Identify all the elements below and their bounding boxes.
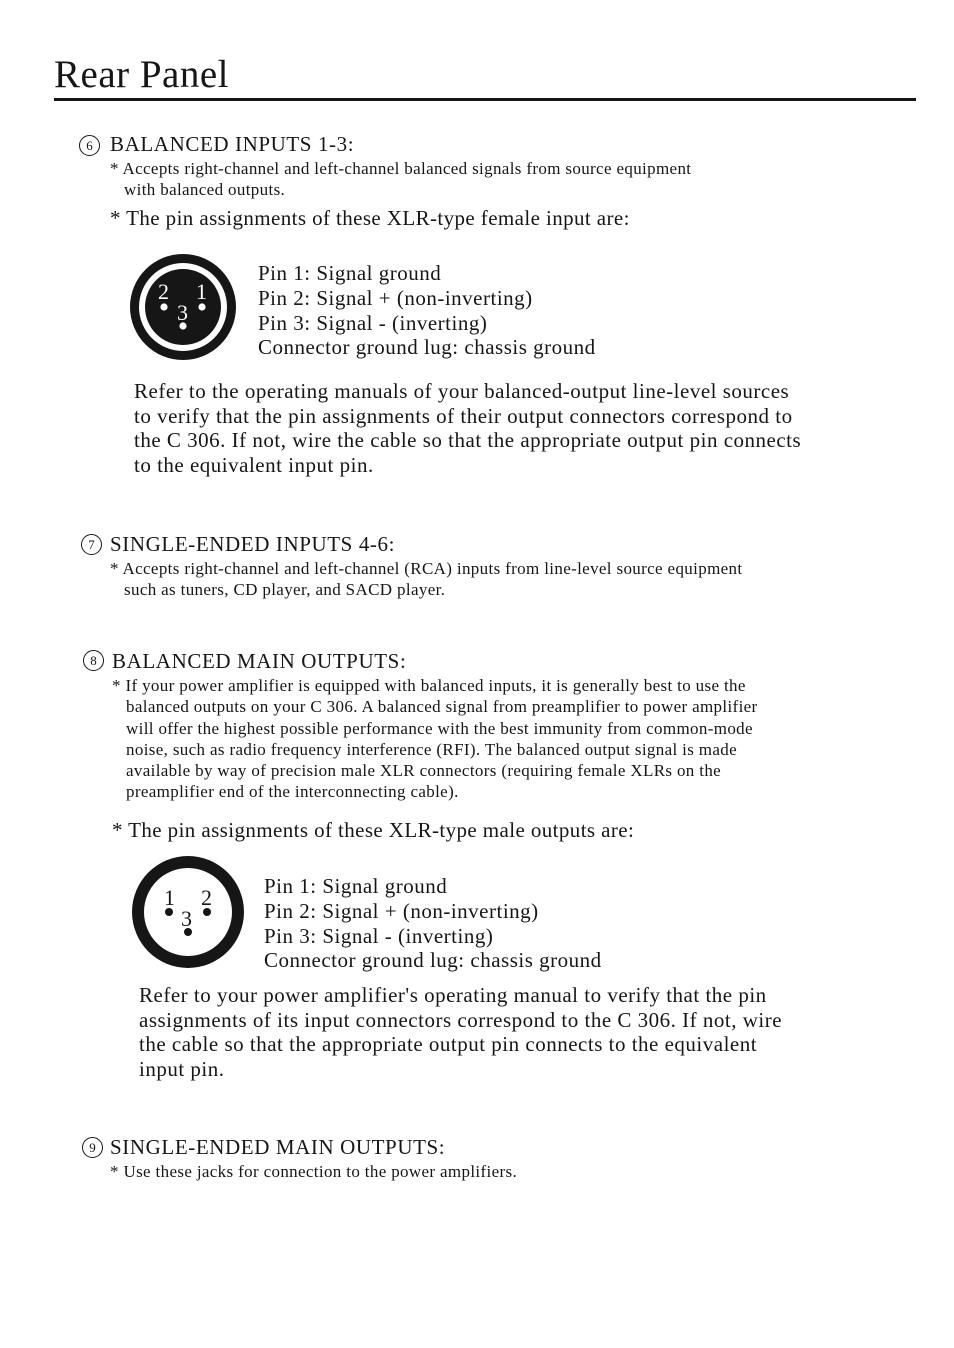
pin-assignment: Connector ground lug: chassis ground — [264, 948, 602, 973]
pin-assignment: Pin 2: Signal + (non-inverting) — [258, 285, 533, 310]
section-bullet-balanced-inputs — [110, 158, 691, 201]
section-number-badge: 8 — [83, 650, 104, 671]
pin-assignment: Connector ground lug: chassis ground — [258, 335, 596, 360]
xlr-female-connector-icon — [129, 253, 237, 361]
bullet-line: balanced outputs on your C 306. A balanced signal from preamplifier to power amplifier — [126, 697, 758, 717]
section-heading-balanced-main-outputs: BALANCED MAIN OUTPUTS: — [112, 649, 407, 673]
paragraph-line: Refer to the operating manuals of your balanced-output line-level sources — [134, 379, 790, 403]
bullet-line: will offer the highest possible performance with the best immunity from common-mode — [126, 718, 753, 738]
pin-assignment: Pin 1: Signal ground — [258, 261, 442, 285]
pin-intro-female: * The pin assignments of these XLR-type female input are: — [110, 206, 630, 230]
note-paragraph-female — [134, 379, 801, 477]
bullet-line: * If your power amplifier is equipped with balanced inputs, it is generally best to use the — [112, 676, 746, 695]
paragraph-line: to the equivalent input pin. — [134, 452, 374, 477]
xlr-male-connector-icon — [131, 855, 245, 969]
section-bullet-single-ended-main-outputs — [110, 1161, 517, 1182]
pin-assignment-list-female — [258, 261, 596, 360]
bullet-line: * Accepts right-channel and left-channel balanced signals from source equipment — [110, 159, 692, 178]
section-heading-balanced-inputs: BALANCED INPUTS 1-3: — [110, 132, 355, 156]
bullet-line: with balanced outputs. — [124, 180, 286, 200]
connector-pin-label: 1 — [164, 885, 175, 910]
paragraph-line: the C 306. If not, wire the cable so that the appropriate output pin connects — [134, 428, 802, 453]
note-paragraph-male — [139, 983, 782, 1081]
connector-pin-label: 3 — [181, 906, 192, 931]
section-heading-single-ended-main-outputs: SINGLE-ENDED MAIN OUTPUTS: — [110, 1135, 446, 1159]
pin-assignment: Pin 1: Signal ground — [264, 874, 448, 898]
title-rule — [54, 98, 916, 101]
bullet-line: noise, such as radio frequency interference (RFI). The balanced output signal is made — [126, 739, 738, 759]
paragraph-line: assignments of its input connectors correspond to the C 306. If not, wire — [139, 1007, 783, 1032]
section-number-badge: 9 — [82, 1137, 103, 1158]
pin-assignment: Pin 3: Signal - (inverting) — [264, 923, 494, 948]
section-bullet-balanced-main-outputs — [112, 675, 758, 803]
bullet-line: preamplifier end of the interconnecting cable). — [126, 782, 459, 802]
pin-assignment-list-male — [264, 874, 602, 973]
bullet-line: such as tuners, CD player, and SACD player. — [124, 580, 446, 600]
bullet-line: available by way of precision male XLR connectors (requiring female XLRs on the — [126, 761, 722, 781]
connector-pin-label: 2 — [201, 885, 212, 910]
pin-assignment: Pin 3: Signal - (inverting) — [258, 310, 488, 335]
section-number-badge: 6 — [79, 135, 100, 156]
connector-pin-label: 1 — [196, 279, 207, 304]
pin-assignment: Pin 2: Signal + (non-inverting) — [264, 898, 539, 923]
connector-pin-label: 3 — [177, 300, 188, 325]
section-number-badge: 7 — [81, 534, 102, 555]
paragraph-line: Refer to your power amplifier's operating manual to verify that the pin — [139, 983, 767, 1007]
section-heading-single-ended-inputs: SINGLE-ENDED INPUTS 4-6: — [110, 532, 396, 556]
bullet-line: * Use these jacks for connection to the power amplifiers. — [110, 1162, 518, 1181]
paragraph-line: to verify that the pin assignments of their output connectors correspond to — [134, 403, 793, 428]
paragraph-line: input pin. — [139, 1056, 225, 1081]
connector-pin-label: 2 — [158, 279, 169, 304]
bullet-line: * Accepts right-channel and left-channel (RCA) inputs from line-level source equipment — [110, 559, 743, 578]
section-bullet-single-ended-inputs — [110, 558, 742, 601]
paragraph-line: the cable so that the appropriate output pin connects to the equivalent — [139, 1032, 758, 1057]
pin-intro-male: * The pin assignments of these XLR-type male outputs are: — [112, 818, 635, 842]
page-title: Rear Panel — [54, 53, 230, 96]
